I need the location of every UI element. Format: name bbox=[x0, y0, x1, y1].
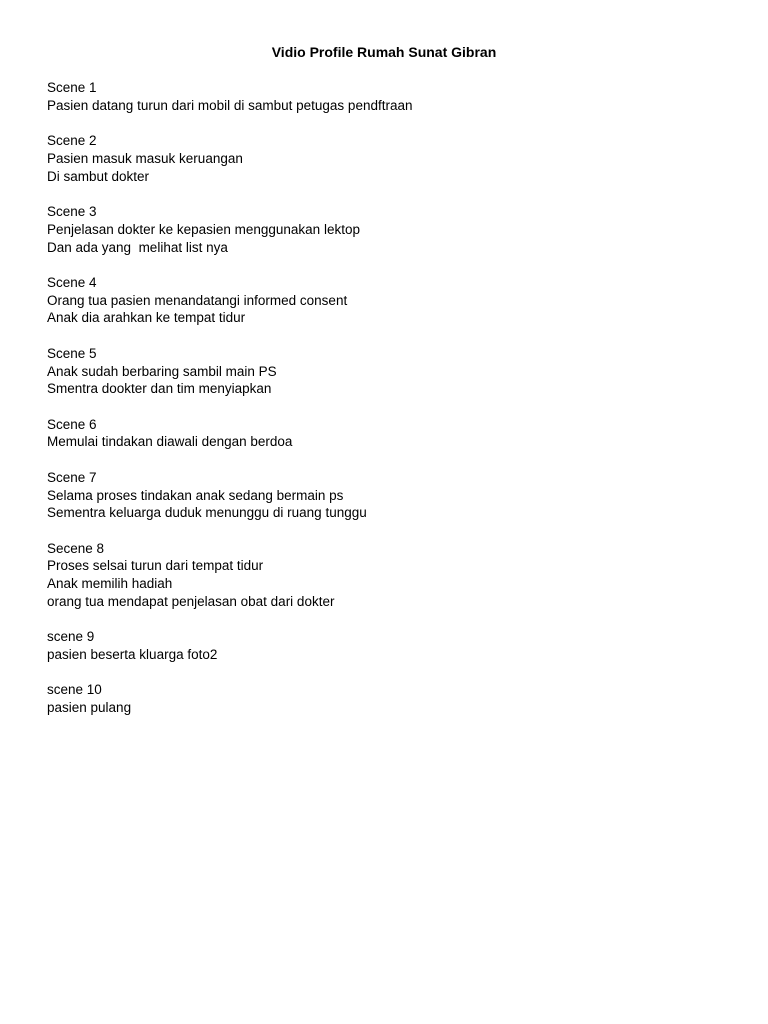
scene-description-line: Selama proses tindakan anak sedang bermain ps bbox=[47, 487, 344, 503]
scene-description-line: Memulai tindakan diawali dengan berdoa bbox=[47, 434, 293, 450]
scene-heading: scene 10 bbox=[47, 682, 102, 698]
scene-description-line: orang tua mendapat penjelasan obat dari dokter bbox=[47, 594, 335, 610]
scene-heading: Secene 8 bbox=[47, 540, 105, 556]
scene-description-line: Anak dia arahkan ke tempat tidur bbox=[47, 310, 246, 326]
scene-block bbox=[47, 628, 727, 664]
scene-description-line: Pasien datang turun dari mobil di sambut petugas pendftraan bbox=[47, 97, 413, 113]
scene-heading: Scene 3 bbox=[47, 203, 97, 219]
scene-description-line: Sementra keluarga duduk menunggu di ruang tunggu bbox=[47, 505, 367, 521]
scene-heading: scene 9 bbox=[47, 629, 95, 645]
scene-description-line: pasien pulang bbox=[47, 700, 132, 716]
document-title: Vidio Profile Rumah Sunat Gibran bbox=[271, 44, 497, 60]
scene-block bbox=[47, 416, 727, 452]
scene-heading: Scene 2 bbox=[47, 133, 97, 149]
scene-description-line: Proses selsai turun dari tempat tidur bbox=[47, 558, 264, 574]
scene-description-line: Anak sudah berbaring sambil main PS bbox=[47, 363, 277, 379]
scene-description-line: Anak memilih hadiah bbox=[47, 576, 173, 592]
scene-block bbox=[47, 79, 727, 115]
scene-heading: Scene 4 bbox=[47, 274, 97, 290]
scene-description-line: Orang tua pasien menandatangi informed consent bbox=[47, 292, 348, 308]
scene-description-line: Smentra dookter dan tim menyiapkan bbox=[47, 381, 272, 397]
scene-description-line: Penjelasan dokter ke kepasien menggunakan lektop bbox=[47, 221, 360, 237]
scene-description-line: Di sambut dokter bbox=[47, 168, 150, 184]
scene-list bbox=[47, 79, 727, 735]
scene-block bbox=[47, 681, 727, 717]
scene-description-line: pasien beserta kluarga foto2 bbox=[47, 647, 218, 663]
scene-heading: Scene 7 bbox=[47, 469, 97, 485]
scene-block bbox=[47, 345, 727, 398]
scene-heading: Scene 5 bbox=[47, 345, 97, 361]
scene-block bbox=[47, 540, 727, 611]
scene-block bbox=[47, 132, 727, 185]
scene-block bbox=[47, 203, 727, 256]
scene-description-line: Dan ada yang melihat list nya bbox=[47, 239, 228, 255]
scene-heading: Scene 1 bbox=[47, 80, 97, 95]
scene-heading: Scene 6 bbox=[47, 416, 97, 432]
scene-block bbox=[47, 274, 727, 327]
scene-block bbox=[47, 469, 727, 522]
scene-description-line: Pasien masuk masuk keruangan bbox=[47, 150, 243, 166]
